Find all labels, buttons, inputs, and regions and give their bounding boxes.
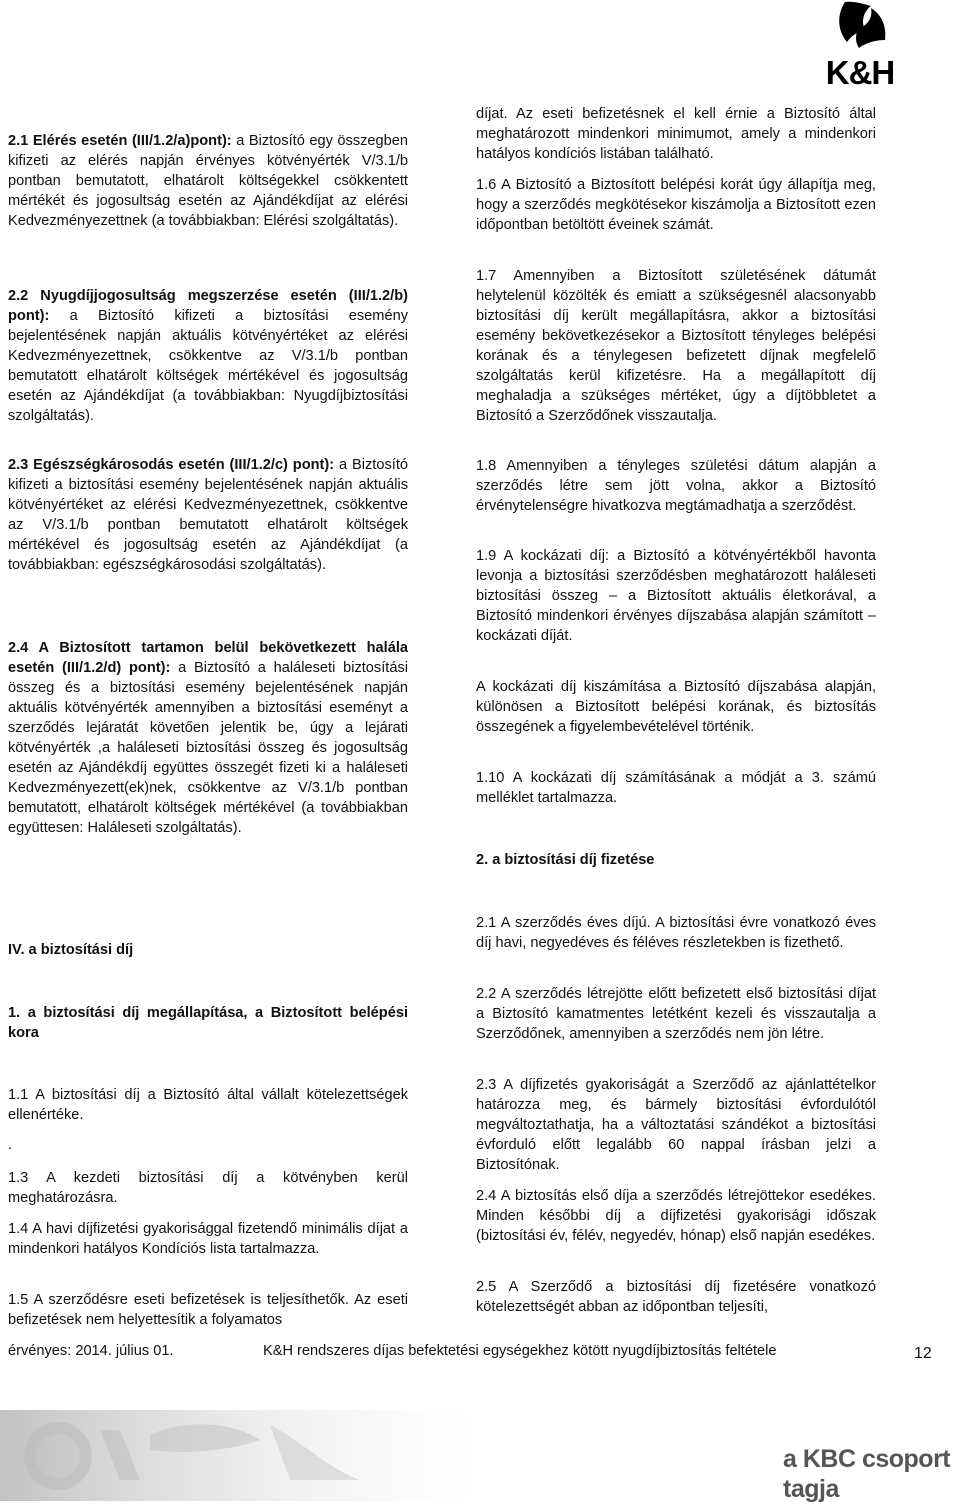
text-run: IV. a biztosítási díj bbox=[8, 942, 134, 958]
kh-logo bbox=[797, 0, 923, 92]
text-run: 2.4 A Biztosított tartamon belül bekövetkezett halála esetén (III/1.2/d) pont): bbox=[8, 640, 408, 676]
text-run: 1.7 Amennyiben a Biztosított születésének dátumát helytelenül közölték és emiatt a szükségesnél alacsonyabb biztosítási díj került megállapításra, akkor a biztosítási esemény bekövetkezésekor a Biztosított tényleges belépési korának és a ténylegesen befizetett díjnak megfelelő szolgáltatás kerül kifizetésre. Ha a megállapított díj meghaladja a szükséges mértéket, úgy a díjtöbbletet a Biztosító a Szerződőnek visszautalja. bbox=[476, 268, 876, 424]
text-run: 1. a biztosítási díj megállapítása, a Biztosított belépési kora bbox=[8, 1005, 408, 1041]
kbc-group-member-label: a KBC csoport tagja bbox=[783, 1445, 951, 1503]
paragraph-1-6 bbox=[476, 175, 876, 235]
page-footer bbox=[8, 1341, 948, 1361]
paragraph-2-1 bbox=[8, 131, 408, 231]
text-run: . bbox=[8, 1137, 13, 1153]
paragraph-1-9 bbox=[476, 546, 876, 646]
paragraph-2-2b bbox=[476, 984, 876, 1044]
paragraph-2-5b bbox=[476, 1277, 876, 1317]
text-run: 2.2 A szerződés létrejötte előtt befizetett első biztosítási díjat a Biztosító kamatmentes letétként kezeli és visszautalja a Szerződőnek, amennyiben a szerződés nem jön létre. bbox=[476, 986, 876, 1042]
text-run: 2.1 A szerződés éves díjú. A biztosítási évre vonatkozó éves díj havi, negyedéves és féléves részletekben is fizethető. bbox=[476, 915, 876, 951]
text-run: a Biztosító a haláleseti biztosítási összeg és a biztosítási esemény bejelentésének napján aktuális kötvényérték amennyiben a biztosítási eseményt a szerződés lejáratát követően jelentik be, úgy a lejárati kötvényérték ,a haláleseti biztosítási összeg és jogosultság esetén az Ajándékdíj együttes összegét fizeti ki a haláleseti Kedvezményezett(ek)nek, csökkentve az V/3.1/b pontban bemutatott, elhatárolt költségek mértékével (a továbbiakban együttesen: Haláleseti szolgáltatás). bbox=[8, 660, 408, 836]
text-run: díjat. Az eseti befizetésnek el kell érnie a Biztosító által meghatározott mindenkori minimumot, amely a mindenkori hatályos kondíciós listában található. bbox=[476, 106, 876, 162]
paragraph-2-4b bbox=[476, 1186, 876, 1246]
footer-document-title: K&H rendszeres díjas befektetési egységekhez kötött nyugdíjbiztosítás feltétele bbox=[263, 1343, 777, 1359]
text-run: 1.8 Amennyiben a tényleges születési dátum alapján a szerződés létre sem jött volna, akkor a Biztosító érvénytelenségre hivatkozva megtámadhatja a szerződést. bbox=[476, 458, 876, 514]
subsection-heading-2 bbox=[476, 850, 876, 870]
subsection-heading-1 bbox=[8, 1003, 408, 1043]
text-run: 1.5 A szerződésre eseti befizetések is teljesíthetők. Az eseti befizetések nem helyettesítik a folyamatos bbox=[8, 1292, 408, 1328]
paragraph-kockazati bbox=[476, 677, 876, 737]
text-run: 2.4 A biztosítás első díja a szerződés létrejöttekor esedékes. Minden későbbi díj a díjfizetési gyakorisági időszak (biztosítási év, félév, negyedév, hónap) első napján esedékes. bbox=[476, 1188, 876, 1244]
text-run: 2.2 Nyugdíjjogosultság megszerzése esetén (III/1.2/b) pont): bbox=[8, 288, 408, 324]
paragraph-1-7 bbox=[476, 266, 876, 426]
footer-validity-date: érvényes: 2014. július 01. bbox=[8, 1343, 174, 1359]
text-run: a Biztosító egy összegben kifizeti az elérés napján érvényes kötvényérték V/3.1/b pontban bemutatott, elhatárolt költségekkel csökkentett mértékét és jogosultság esetén az Ajándékdíjat az elérési Kedvezményezettnek (a továbbiakban: Elérési szolgáltatás). bbox=[8, 133, 409, 229]
text-run: 1.6 A Biztosító a Biztosított belépési korát úgy állapítja meg, hogy a szerződés megkötésekor kiszámolja a Biztosított ezen időpontban betöltött éveinek számát. bbox=[476, 177, 876, 233]
text-run: 2.3 Egészségkárosodás esetén (III/1.2/c) pont): bbox=[8, 457, 335, 473]
text-run: A kockázati díj kiszámítása a Biztosító díjszabása alapján, különösen a Biztosított belépési korának, és biztosítás összegének a figyelembevételével történik. bbox=[476, 679, 876, 735]
paragraph-2-1b bbox=[476, 913, 876, 953]
text-run: 2.3 A díjfizetés gyakoriságát a Szerződő az ajánlattételkor határozza meg, és bármely biztosítási évfordulótól megváltoztathatja, ha a változtatási szándékot a biztosítási évforduló előtt legalább 60 nappal írásban jelzi a Biztosítónak. bbox=[476, 1077, 876, 1173]
paragraph-1-4 bbox=[8, 1219, 408, 1259]
section-heading-iv bbox=[8, 940, 408, 960]
text-run: a Biztosító kifizeti a biztosítási esemény bejelentésének napján aktuális kötvényértéket az elérési Kedvezményezettnek, csökkentve az V/3.1/b pontban bemutatott elhatárolt költségek mértékével és jogosultság esetén az Ajándékdíjat (a továbbiakban: egészségkárosodási szolgáltatás). bbox=[8, 457, 408, 573]
paragraph-2-3 bbox=[8, 455, 408, 575]
page-number: 12 bbox=[914, 1345, 932, 1362]
paragraph-1-8 bbox=[476, 456, 876, 516]
text-run: 1.3 A kezdeti biztosítási díj a kötvényben kerül meghatározásra. bbox=[8, 1170, 408, 1206]
text-run: 2.1 Elérés esetén (III/1.2/a)pont): bbox=[8, 133, 232, 149]
kh-logo-text: K&H bbox=[825, 54, 895, 91]
paragraph-2-3b bbox=[476, 1075, 876, 1175]
paragraph-2-4 bbox=[8, 638, 408, 838]
paragraph-1-1 bbox=[8, 1085, 408, 1125]
kh-logo-symbol-icon bbox=[797, 0, 923, 60]
text-run: a Biztosító kifizeti a biztosítási esemény bejelentésének napján aktuális kötvényértéket az elérési Kedvezményezettnek, csökkentve az V/3.1/b pontban bemutatott elhatárolt költségek mértékével és jogosultság esetén az Ajándékdíjat (a továbbiakban: Nyugdíjbiztosítási szolgáltatás). bbox=[8, 308, 408, 424]
paragraph-1-3 bbox=[8, 1168, 408, 1208]
text-run: 1.9 A kockázati díj: a Biztosító a kötvényértékből havonta levonja a biztosítási szerződésben meghatározott haláleseti biztosítási összeg – a Biztosított aktuális életkorával, a Biztosító mindenkori érvényes díjszabása alapján számított – kockázati díját. bbox=[476, 548, 876, 644]
text-run: 1.4 A havi díjfizetési gyakorisággal fizetendő minimális díjat a mindenkori hatályos Kondíciós lista tartalmazza. bbox=[8, 1221, 408, 1257]
paragraph-2-2 bbox=[8, 286, 408, 426]
text-run: 2.5 A Szerződő a biztosítási díj fizetésére vonatkozó kötelezettségét abban az időpontban teljesíti, bbox=[476, 1279, 876, 1315]
paragraph-1-10 bbox=[476, 768, 876, 808]
paragraph-dot bbox=[8, 1135, 408, 1155]
text-run: 1.1 A biztosítási díj a Biztosító által vállalt kötelezettségek ellenértéke. bbox=[8, 1087, 408, 1123]
text-run: 2. a biztosítási díj fizetése bbox=[476, 852, 655, 868]
paragraph-cont bbox=[476, 104, 876, 164]
paragraph-1-5 bbox=[8, 1290, 408, 1330]
text-run: 1.10 A kockázati díj számításának a módját a 3. számú melléklet tartalmazza. bbox=[476, 770, 876, 806]
